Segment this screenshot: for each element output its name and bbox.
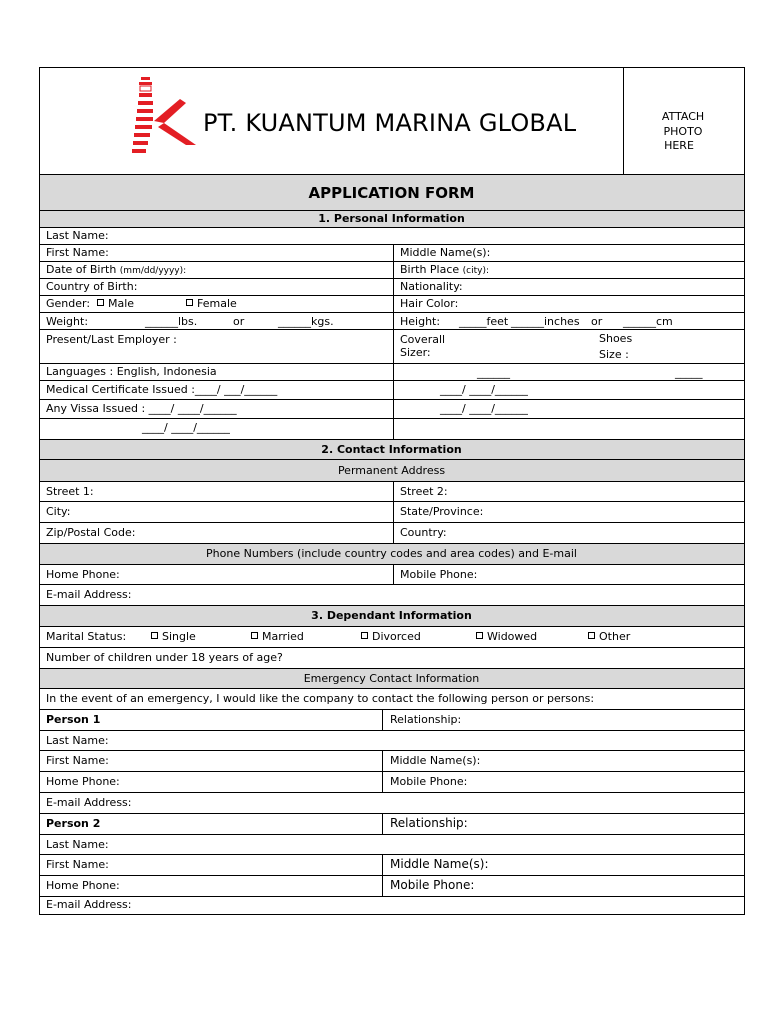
birth-place-label [400,263,489,278]
company-name: PT. KUANTUM MARINA GLOBAL [203,109,577,137]
city-label: City: [46,505,71,518]
rule [39,210,745,211]
person1-first-name-label: First Name: [46,754,109,767]
weight-lbs-field[interactable]: ______lbs. [145,315,198,328]
home-phone-label: Home Phone: [46,568,120,581]
rule [39,363,745,364]
rule [39,295,745,296]
rule [39,501,745,502]
border-top [39,67,745,68]
rule [39,564,745,565]
person1-last-name-label: Last Name: [46,734,109,747]
person2-last-name-label: Last Name: [46,838,109,851]
rule [39,626,745,627]
col-divider [382,813,383,834]
rule [39,709,745,710]
rule [39,312,745,313]
male-label: Male [108,297,135,310]
rule [39,730,745,731]
country-label: Country: [400,526,447,539]
rule [39,261,745,262]
person1-mobile-phone-label: Mobile Phone: [390,775,468,788]
rule [39,834,745,835]
nationality-label: Nationality: [400,280,463,293]
photo-label-2: PHOTO [663,125,703,138]
street1-label: Street 1: [46,485,94,498]
rule [39,750,745,751]
state-label: State/Province: [400,505,484,518]
marital-option-married[interactable] [251,630,304,643]
option-label: Divorced [372,630,421,643]
gender-male-option[interactable] [97,297,134,310]
checkbox-icon[interactable] [97,299,104,306]
personal-heading: 1. Personal Information [318,212,465,225]
permanent-address-heading: Permanent Address [337,464,446,477]
photo-divider [623,67,624,174]
weight-label: Weight: [46,315,89,328]
rule [39,854,745,855]
weight-kgs-field[interactable]: ______kgs. [278,315,334,328]
contact-heading: 2. Contact Information [321,443,462,456]
rule [39,380,745,381]
last-name-label: Last Name: [46,229,109,242]
medical-certificate-expiry-field[interactable]: ____/ ____/______ [440,383,528,396]
photo-label-1: ATTACH [661,110,705,123]
gender-label: Gender: [46,297,91,310]
lighthouse-k-logo [128,75,200,159]
person1-relationship-label: Relationship: [390,713,462,726]
col-divider [393,564,394,584]
marital-option-widowed[interactable] [476,630,537,643]
checkbox-icon[interactable] [361,632,368,639]
rule [39,174,745,175]
person2-home-phone-label: Home Phone: [46,879,120,892]
rule [39,278,745,279]
option-label: Married [262,630,304,643]
emergency-note: In the event of an emergency, I would like the company to contact the following person or persons: [46,692,595,705]
weight-or: or [233,315,245,328]
middle-name-label: Middle Name(s): [400,246,491,259]
country-birth-label: Country of Birth: [46,280,138,293]
checkbox-icon[interactable] [251,632,258,639]
border-bottom [39,914,745,915]
marital-option-single[interactable] [151,630,196,643]
coverall-size-field[interactable]: ______ [477,366,510,379]
female-label: Female [197,297,237,310]
rule [39,668,745,669]
rule [39,522,745,523]
hair-color-label: Hair Color: [400,297,459,310]
person2-email-label: E-mail Address: [46,898,132,911]
extra-date-field[interactable]: ____/ ____/______ [142,421,230,434]
rule [39,688,745,689]
dob-format: (mm/dd/yyyy): [119,266,187,276]
dependant-heading: 3. Dependant Information [311,609,472,622]
person1-email-label: E-mail Address: [46,796,132,809]
person2-label: Person 2 [46,817,101,830]
height-cm-field[interactable]: ______cm [623,315,673,328]
emergency-heading: Emergency Contact Information [303,672,480,685]
option-label: Other [599,630,631,643]
first-name-label: First Name: [46,246,109,259]
person2-mobile-phone-label: Mobile Phone: [390,878,475,892]
size-label: Size : [599,348,629,361]
rule [39,481,745,482]
dob-label [46,263,186,278]
form-title: APPLICATION FORM [308,184,475,202]
visa-issued-field[interactable]: Any Vissa Issued : ____/ ____/______ [46,402,237,415]
rule [39,813,745,814]
rule [39,875,745,876]
email-label: E-mail Address: [46,588,132,601]
rule [39,439,745,440]
height-inches-field[interactable]: ______inches [511,315,580,328]
zip-label: Zip/Postal Code: [46,526,136,539]
marital-option-other[interactable] [588,630,630,643]
rule [39,543,745,544]
person2-relationship-label: Relationship: [390,816,468,830]
rule [39,647,745,648]
shoes-label: Shoes [599,332,633,345]
birth-place-note: (city): [462,266,490,276]
height-or: or [591,315,603,328]
rule [39,605,745,606]
street2-label: Street 2: [400,485,448,498]
person2-middle-name-label: Middle Name(s): [390,857,489,871]
height-label: Height: [400,315,441,328]
checkbox-icon[interactable] [588,632,595,639]
col-divider [393,244,394,439]
height-feet-field[interactable]: _____feet [459,315,509,328]
marital-status-label: Marital Status: [46,630,127,643]
medical-certificate-field[interactable]: Medical Certificate Issued :____/ ___/______ [46,383,278,396]
coverall-label: Coverall [400,333,446,346]
mobile-phone-label: Mobile Phone: [400,568,478,581]
marital-option-divorced[interactable] [361,630,421,643]
checkbox-icon[interactable] [186,299,193,306]
option-label: Single [162,630,196,643]
rule [39,227,745,228]
rule [39,584,745,585]
rule [39,459,745,460]
rule [39,399,745,400]
phones-heading: Phone Numbers (include country codes and area codes) and E-mail [206,547,577,560]
sizer-label: Sizer: [400,346,431,359]
birth-place-text: Birth Place [400,263,460,276]
person2-first-name-label: First Name: [46,858,109,871]
person1-label: Person 1 [46,713,101,726]
person1-home-phone-label: Home Phone: [46,775,120,788]
checkbox-icon[interactable] [476,632,483,639]
employer-label: Present/Last Employer : [46,333,177,346]
languages-text: Languages : English, Indonesia [46,365,217,378]
rule [39,771,745,772]
rule [39,792,745,793]
col-divider [382,709,383,730]
dob-text: Date of Birth [46,263,117,276]
col-divider [382,750,383,792]
gender-female-option[interactable] [186,297,237,310]
person1-middle-name-label: Middle Name(s): [390,754,481,767]
border-right [744,67,745,915]
shoe-size-field[interactable]: _____ [675,366,703,379]
children-label: Number of children under 18 years of age? [46,651,283,664]
rule [39,244,745,245]
checkbox-icon[interactable] [151,632,158,639]
col-divider [382,854,383,896]
visa-expiry-field[interactable]: ____/ ____/______ [440,402,528,415]
option-label: Widowed [487,630,538,643]
rule [39,329,745,330]
col-divider [393,481,394,543]
photo-label-3: HERE [664,139,694,152]
rule [39,418,745,419]
rule [39,896,745,897]
